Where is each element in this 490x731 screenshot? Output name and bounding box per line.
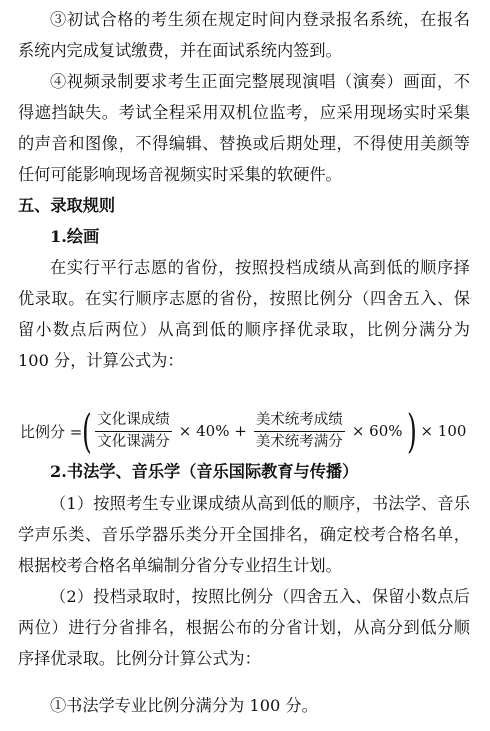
fraction-art-score: [254, 411, 345, 452]
fraction-culture-denominator: 文化课满分: [97, 433, 170, 450]
paragraph-calligraphy-full-score: ①书法学专业比例分满分为 100 分。: [50, 696, 318, 715]
ratio-score-formula: [20, 400, 470, 462]
fraction-bar: [95, 431, 172, 432]
formula-weight-40: × 40% +: [178, 422, 247, 440]
fraction-bar: [254, 431, 345, 432]
formula-close-paren: ): [406, 404, 417, 458]
subheading-painting: 1.绘画: [50, 227, 100, 246]
formula-open-paren: (: [82, 404, 93, 458]
fraction-art-numerator: 美术统考成绩: [255, 411, 343, 428]
fraction-art-denominator: 美术统考满分: [255, 433, 343, 450]
paragraph-provincial-ranking: （2）投档录取时，按照比例分（四舍五入、保留小数点后两位）进行分省排名，根据公布的分省计划，从高分到低分顺序择优录取。比例分计算公式为：: [18, 587, 470, 668]
fraction-culture-score: [95, 411, 172, 452]
formula-times-100: × 100: [420, 422, 467, 440]
fraction-culture-numerator: 文化课成绩: [97, 411, 170, 428]
formula-lhs: 比例分 =: [20, 422, 83, 441]
paragraph-painting-rules: 在实行平行志愿的省份，按照投档成绩从高到低的顺序择优录取。在实行顺序志愿的省份，按照比例分（四舍五入、保留小数点后两位）从高到低的顺序择优录取，比例分满分为 100 分，计算公式为：: [18, 258, 470, 370]
subheading-calligraphy-music: 2.书法学、音乐学（音乐国际教育与传播）: [50, 462, 359, 481]
section-heading-admission-rules: 五、录取规则: [18, 196, 116, 215]
paragraph-video-requirements: ④视频录制要求考生正面完整展现演唱（演奏）画面，不得遮挡缺失。考试全程采用双机位监考，应采用现场实时采集的声音和图像，不得编辑、替换或后期处理，不得使用美颜等任何可能影响现场音视频实时采集的软硬件。: [18, 72, 470, 184]
formula-weight-60: × 60%: [351, 422, 403, 440]
paragraph-online-registration: ③初试合格的考生须在规定时间内登录报名系统，在报名系统内完成复试缴费，并在面试系统内签到。: [18, 10, 470, 60]
paragraph-calligraphy-ranking: （1）按照考生专业课成绩从高到低的顺序，书法学、音乐学声乐类、音乐学器乐类分开全国排名，确定校考合格名单，根据校考合格名单编制分省分专业招生计划。: [18, 494, 470, 575]
